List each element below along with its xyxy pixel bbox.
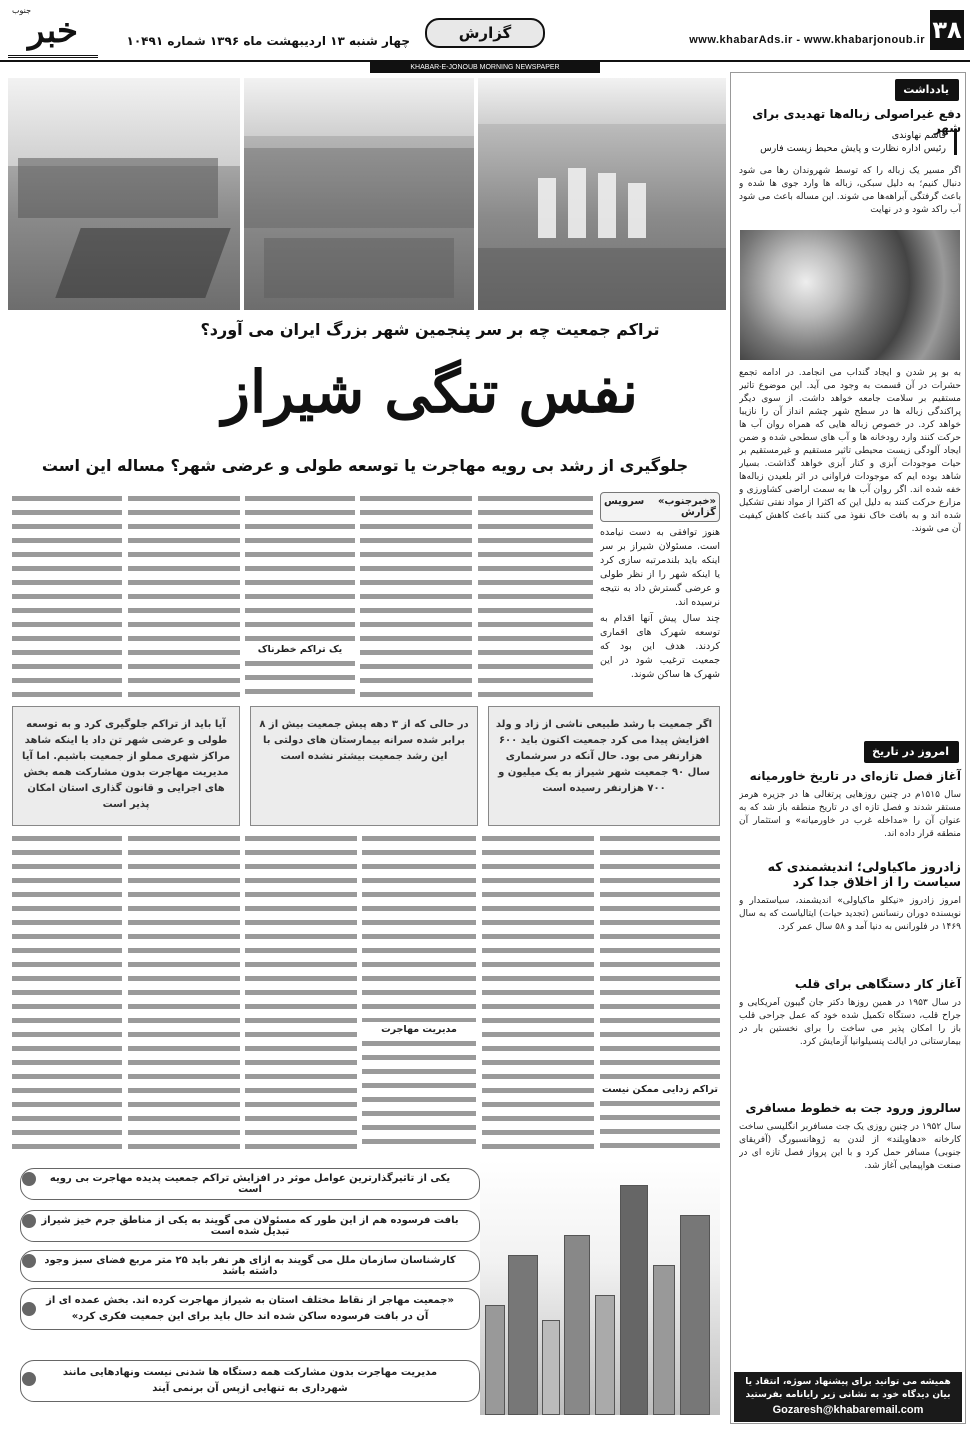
callout-item: «جمعیت مهاجر از نقاط مختلف استان به شیراز مهاجرت کرده اند. بخش عمده ای از آن در بافت فرسوده ساکن شده اند حال باید برای این جمعیت فکری کرد» <box>20 1288 480 1330</box>
history-item-title: آغاز کار دستگاهی برای قلب <box>794 977 961 991</box>
pull-quote: در حالی که از ۳ دهه پیش جمعیت بیش از ۸ برابر شده سرانه بیمارستان های دولتی با این رشد جمعیت بیشتر نشده است <box>250 706 478 826</box>
arrow-icon <box>22 1172 36 1186</box>
arrow-icon <box>22 1372 36 1386</box>
tagline: KHABAR-E-JONOUB MORNING NEWSPAPER <box>370 62 600 73</box>
opinion-title: دفع غیراصولی زباله‌ها تهدیدی برای شهر <box>752 107 961 135</box>
history-item-text: سال ۱۵۱۵م در چنین روزهایی پرتغالی ها در جزیره هرمز مستقر شدند و فصل تازه ای در تاریخ منطقه باز شد که به عنوان آن را «مداخله غرب در خاورمیانه» و استثمار آن منطقه قرار داده اند. <box>739 790 961 839</box>
pull-quote: آیا باید از تراکم جلوگیری کرد و به توسعه طولی و عرضی شهر تن داد یا اینکه شاهد مراکز شهری مملو از جمعیت باشیم. اما آیا مدیریت مهاجرت بدون مشارکت همه بخش های اجرایی و قانون گذاری استان امکان پذیر است <box>12 706 240 826</box>
article-column-4 <box>245 492 355 697</box>
article-column-2 <box>478 492 593 697</box>
arrow-icon <box>22 1302 36 1316</box>
history-item-title: آغاز فصل تازه‌ای در تاریخ خاورمیانه <box>749 769 961 783</box>
article-subhead: مدیریت مهاجرت <box>381 1024 457 1035</box>
article-subhead: یک تراکم خطرناک <box>257 644 343 655</box>
websites[interactable]: www.khabarAds.ir - www.khabarjonoub.ir <box>689 34 925 46</box>
history-item-text: در سال ۱۹۵۳ در همین روزها دکتر جان گیبون آمریکایی و جراح قلب، دستگاه تکمیل شده خود که عمل جراحی قلب باز را امکان پذیر می ساخت را برای نخستین بار در بیمارستانی در ایالت پنسیلوانیا آزمایش کرد. <box>739 998 961 1047</box>
city-skyline-illustration <box>480 1160 720 1415</box>
article-column-6 <box>12 492 122 697</box>
arrow-icon <box>22 1214 36 1228</box>
photo-highway <box>8 78 240 310</box>
article-subhead: تراکم زدایی ممکن نیست <box>602 1084 718 1095</box>
page-number: ۳۸ <box>930 10 964 50</box>
article-subtitle: جلوگیری از رشد بی رویه مهاجرت یا توسعه طولی و عرضی شهر؟ مساله این است <box>41 456 689 475</box>
history-item-text: امروز زادروز «نیکلو ماکیاولی» اندیشمند، سیاستمدار و نویسنده دوران رنسانس (تجدید حیات) ایتالیاست که به سال ۱۴۶۹ در فلورانس به دنیا آمد و ۵۸ سال عمر کرد. <box>739 896 961 932</box>
article-paragraph: چند سال پیش آنها اقدام به توسعه شهرک های اقماری کردند. هدف این بود که جمعیت ترغیب شود در این شهرک ها ساکن شوند. <box>600 613 720 680</box>
article-kicker: تراکم جمعیت چه بر سر پنجمین شهر بزرگ ایران می آورد؟ <box>200 320 660 339</box>
contact-banner <box>734 1372 962 1422</box>
article-title: نفس تنگی شیراز <box>221 358 639 426</box>
article-column-12 <box>12 832 122 1154</box>
today-in-history-tag: امروز در تاریخ <box>864 741 959 763</box>
article-intro: هنوز توافقی به دست نیامده است. مسئولان شیراز بر سر اینکه باید بلندمرتبه سازی کرد یا اینکه شهر را از نظر طولی و عرضی گسترش داد به نتیجه نرسیده اند. <box>600 527 720 608</box>
callout-item: کارشناسان سازمان ملل می گویند به ازای هر نفر باید ۲۵ متر مربع فضای سبز وجود داشته باشد <box>20 1250 480 1282</box>
history-item-title: زادروز ماکیاولی؛ اندیشمندی که سیاست را از اخلاق جدا کرد <box>767 859 961 889</box>
arrow-icon <box>22 1254 36 1268</box>
article-column-5 <box>128 492 240 697</box>
opinion-lead: اگر مسیر یک زباله را که توسط شهروندان رها می شود دنبال کنیم؛ به دلیل سبکی، زباله ها وارد جوی ها شده و باعث گرفتگی آبراهه‌ها می شوند. این مساله باعث می شود آب راکد شود و در نهایت <box>739 166 961 215</box>
section-label: گزارش <box>425 18 545 48</box>
contact-text: همیشه می توانید برای پیشنهاد سوژه، انتقاد یا بیان دیدگاه خود به نشانی زیر رایانامه بفرستید <box>745 1377 951 1400</box>
history-item-text: سال ۱۹۵۲ در چنین روزی یک جت مسافربر انگلیسی ساخت کارخانه «دهاویلند» از لندن به ژوهانسبورگ (آفریقای جنوبی) مسافر حمل کرد و با این پرواز فصل تازه ای در صنعت هواپیمایی آغاز شد. <box>739 1122 961 1171</box>
article-column-1 <box>600 492 720 697</box>
masthead <box>0 0 970 62</box>
author-info <box>737 129 957 155</box>
garbage-photo <box>740 230 960 360</box>
article-column-3 <box>360 492 472 697</box>
callout-item: مدیریت مهاجرت بدون مشارکت همه دستگاه ها شدنی نیست ونهادهایی مانند شهرداری به تنهایی ازپس آن برنمی آیند <box>20 1360 480 1402</box>
contact-email-link[interactable]: Gozaresh@khabaremail.com <box>772 1404 924 1416</box>
opinion-body: به بو پر شدن و ایجاد گنداب می انجامد. در ادامه تجمع حشرات در آن قسمت به وجود می آید. این موضوع تاثیر مستقیم بر سلامت جامعه خواهد داشت. از سوی دیگر پراکندگی زباله ها در سطح شهر چشم انداز آن را نازیبا خواهد کرد. در خصوص زباله هایی که همراه روان آب ها حرکت کنند وارد رودخانه ها و آب های سطحی شده و ضمن ایجاد آلودگی زیست محیطی تاثیر مستقیم و غیرمستقیم بر حیات موجودات آبزی و کنار آبزی خواهد گذاشت. بسیار شاهد بوده ایم که موجودات فراوانی در اثر بلعیدن زباله‌ها خفه شده اند. اگر روان آب ها به سمت اراضی کشاورزی و مزارع حرکت کنند به دلیل این که اکثرا از مواد نفتی تشکیل شده اند و به بافت خاک نفوذ می کنند باعث کاهش کیفیت آن می شوند. <box>739 368 961 534</box>
article-column-7 <box>600 832 720 1154</box>
author-name: قاسم نهاوندی <box>891 130 946 141</box>
history-item-title: سالروز ورود جت به خطوط مسافری <box>745 1101 961 1115</box>
author-role: رئیس اداره نظارت و پایش محیط زیست فارس <box>760 143 946 154</box>
article-column-10 <box>245 832 357 1154</box>
opinion-tag: یادداشت <box>895 79 959 101</box>
pull-quote: اگر جمعیت با رشد طبیعی ناشی از زاد و ولد افزایش پیدا می کرد جمعیت اکنون باید ۶۰۰ هزارنفر می بود. حال آنکه در سرشماری سال ۹۰ جمعیت شهر شیراز به یک میلیون و ۷۰۰ هزارنفر رسیده است <box>488 706 720 826</box>
article-column-11 <box>128 832 240 1154</box>
callout-item: یکی از تاثیرگذارترین عوامل موثر در افزایش تراکم جمعیت پدیده مهاجرت بی رویه است <box>20 1168 480 1200</box>
photo-apartments <box>478 78 726 310</box>
article-byline: «خبرجنوب» سرویس گزارش <box>600 492 720 522</box>
callout-list <box>20 1160 490 1415</box>
newspaper-logo: خبر <box>8 8 98 58</box>
callout-item: بافت فرسوده هم از این طور که مسئولان می گویند به یکی از مناطق جرم خیز شیراز تبدیل شده است <box>20 1210 480 1242</box>
article-column-8 <box>482 832 594 1154</box>
photo-city-aerial <box>244 78 474 310</box>
logo-subtitle: جنوب <box>12 6 32 15</box>
article-column-9 <box>362 832 476 1154</box>
dateline: چهار شنبه ۱۳ اردیبهشت ماه ۱۳۹۶ شماره ۱۰۴۹۱ <box>126 34 410 48</box>
